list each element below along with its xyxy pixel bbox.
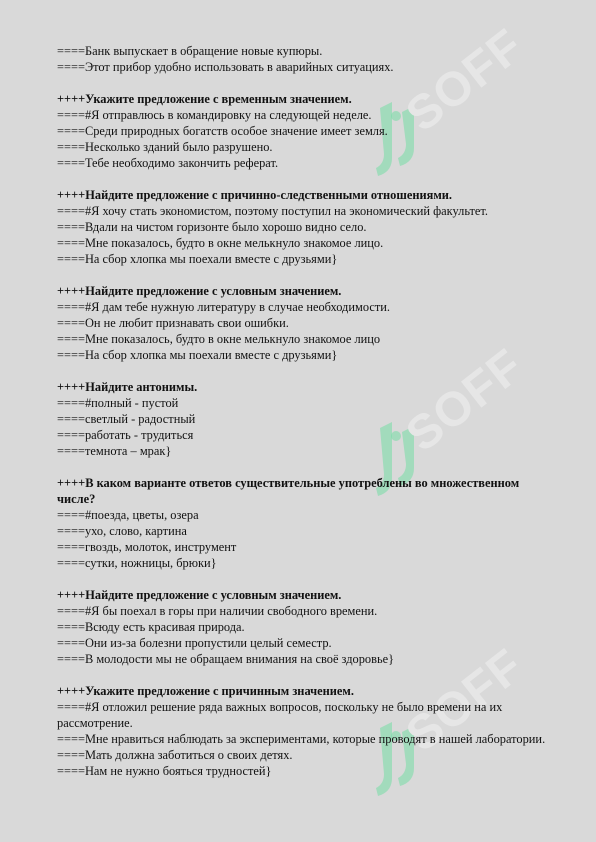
answer-option: ====Мне нравиться наблюдать за экспериментами, которые проводят в нашей лаборатории. bbox=[57, 732, 546, 746]
question-text: ++++В каком варианте ответов существительные употреблены во множественном числе? bbox=[57, 476, 520, 506]
watermark-text: SOFF bbox=[396, 339, 534, 463]
answer-option: ====Несколько зданий было разрушено. bbox=[57, 140, 273, 154]
answer-option: ====Тебе необходимо закончить реферат. bbox=[57, 156, 279, 170]
answer-option: ====На сбор хлопка мы поехали вместе с друзьями} bbox=[57, 348, 338, 362]
quiz-block bbox=[57, 187, 557, 267]
question-text: ++++Найдите антонимы. bbox=[57, 380, 198, 394]
answer-option: ====#поезда, цветы, озера bbox=[57, 508, 199, 522]
answer-option: ====Он не любит признавать свои ошибки. bbox=[57, 316, 289, 330]
quiz-block bbox=[57, 475, 557, 571]
answer-option: ====Этот прибор удобно использовать в аварийных ситуациях. bbox=[57, 60, 394, 74]
answer-option: ====#Я дам тебе нужную литературу в случае необходимости. bbox=[57, 300, 390, 314]
quiz-block bbox=[57, 379, 557, 459]
watermark-text: SOFF bbox=[396, 19, 534, 143]
answer-option: ====Мать должна заботиться о своих детях. bbox=[57, 748, 293, 762]
answer-option: ====светлый - радостный bbox=[57, 412, 196, 426]
question-text: ++++Укажите предложение с временным значением. bbox=[57, 92, 352, 106]
answer-option: ====Банк выпускает в обращение новые купюры. bbox=[57, 44, 323, 58]
answer-option: ====Вдали на чистом горизонте было хорошо видно село. bbox=[57, 220, 367, 234]
answer-option: ====#Я отправлюсь в командировку на следующей неделе. bbox=[57, 108, 372, 122]
answer-option: ====ухо, слово, картина bbox=[57, 524, 187, 538]
answer-option: ====темнота – мрак} bbox=[57, 444, 172, 458]
answer-option: ====#Я хочу стать экономистом, поэтому поступил на экономический факультет. bbox=[57, 204, 489, 218]
answer-option: ====работать - трудиться bbox=[57, 428, 194, 442]
quiz-block bbox=[57, 587, 557, 667]
answer-option: ====В молодости мы не обращаем внимания на своё здоровье} bbox=[57, 652, 395, 666]
answer-option: ====Они из-за болезни пропустили целый семестр. bbox=[57, 636, 332, 650]
question-text: ++++Найдите предложение с причинно-следственными отношениями. bbox=[57, 188, 452, 202]
question-text: ++++Найдите предложение с условным значением. bbox=[57, 588, 342, 602]
question-text: ++++Укажите предложение с причинным значением. bbox=[57, 684, 354, 698]
quiz-block bbox=[57, 91, 557, 171]
watermark-text: SOFF bbox=[396, 639, 534, 763]
answer-option: ====гвоздь, молоток, инструмент bbox=[57, 540, 237, 554]
question-text: ++++Найдите предложение с условным значением. bbox=[57, 284, 342, 298]
answer-option: ====Мне показалось, будто в окне мелькнуло знакомое лицо. bbox=[57, 236, 384, 250]
answer-option: ====сутки, ножницы, брюки} bbox=[57, 556, 217, 570]
quiz-block bbox=[57, 43, 557, 75]
answer-option: ====Среди природных богатств особое значение имеет земля. bbox=[57, 124, 388, 138]
answer-option: ====Мне показалось, будто в окне мелькнуло знакомое лицо bbox=[57, 332, 381, 346]
answer-option: ====#Я отложил решение ряда важных вопросов, поскольку не было времени на их рассмотрение. bbox=[57, 700, 503, 730]
quiz-content bbox=[57, 43, 557, 779]
answer-option: ====Всюду есть красивая природа. bbox=[57, 620, 245, 634]
answer-option: ====#полный - пустой bbox=[57, 396, 179, 410]
quiz-block bbox=[57, 683, 557, 779]
quiz-block bbox=[57, 283, 557, 363]
answer-option: ====#Я бы поехал в горы при наличии свободного времени. bbox=[57, 604, 378, 618]
answer-option: ====Нам не нужно бояться трудностей} bbox=[57, 764, 272, 778]
answer-option: ====На сбор хлопка мы поехали вместе с друзьями} bbox=[57, 252, 338, 266]
